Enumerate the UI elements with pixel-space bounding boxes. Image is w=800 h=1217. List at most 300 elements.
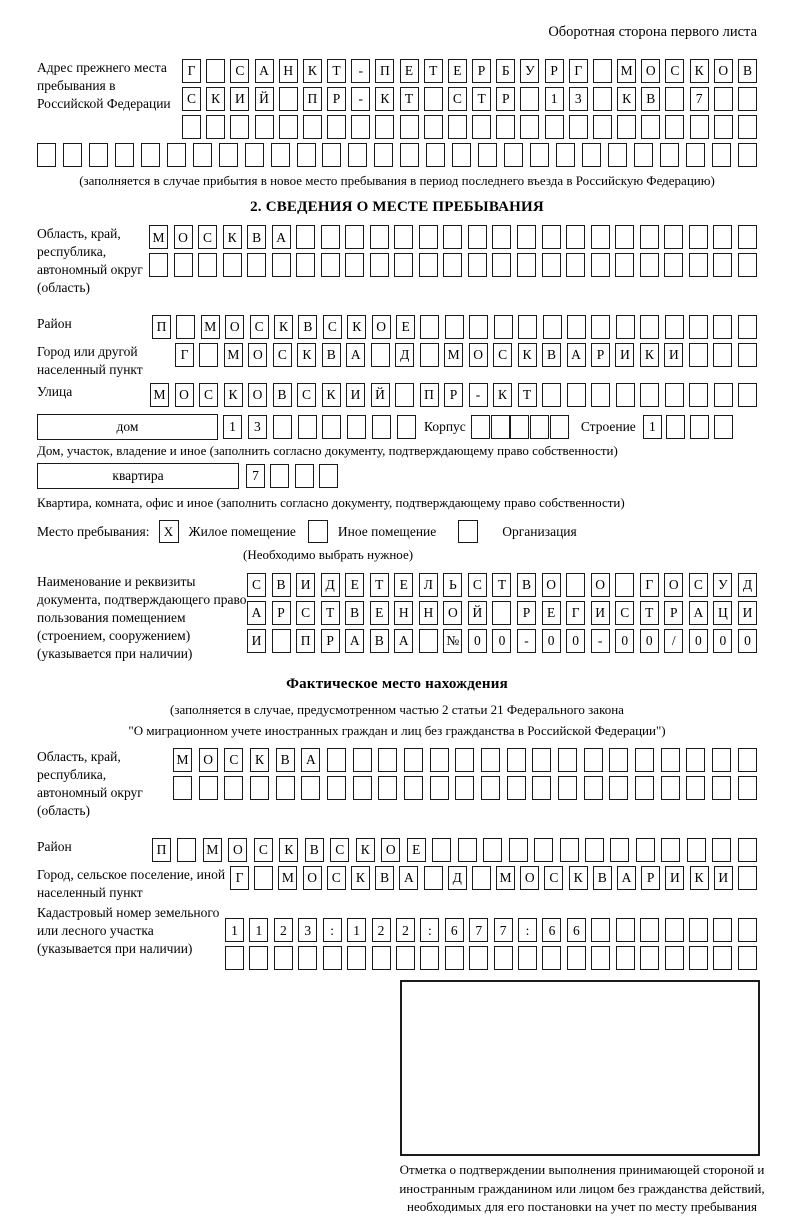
char-box[interactable] [689, 343, 708, 367]
char-box[interactable] [738, 143, 757, 167]
char-box[interactable] [452, 143, 471, 167]
char-box[interactable]: Г [569, 59, 588, 83]
char-box[interactable] [582, 143, 601, 167]
char-box[interactable] [566, 225, 585, 249]
char-box[interactable] [714, 383, 733, 407]
char-box[interactable] [424, 866, 443, 890]
char-box[interactable]: Д [448, 866, 467, 890]
char-box[interactable]: О [381, 838, 400, 862]
char-box[interactable] [542, 253, 561, 277]
char-box[interactable] [492, 601, 511, 625]
char-box[interactable] [230, 115, 249, 139]
char-box[interactable]: С [493, 343, 512, 367]
char-box[interactable]: 2 [372, 918, 391, 942]
char-box[interactable] [738, 115, 757, 139]
char-box[interactable] [471, 415, 490, 439]
char-box[interactable] [426, 143, 445, 167]
char-box[interactable] [419, 629, 438, 653]
char-box[interactable] [687, 838, 706, 862]
char-box[interactable]: В [276, 748, 295, 772]
char-box[interactable] [174, 253, 193, 277]
char-box[interactable] [738, 343, 757, 367]
char-box[interactable]: С [330, 838, 349, 862]
char-box[interactable]: К [690, 866, 709, 890]
char-box[interactable] [530, 415, 549, 439]
char-box[interactable]: С [250, 315, 269, 339]
char-box[interactable]: А [567, 343, 586, 367]
char-box[interactable]: 1 [225, 918, 244, 942]
char-box[interactable]: 0 [689, 629, 708, 653]
char-box[interactable] [303, 115, 322, 139]
char-box[interactable] [532, 776, 551, 800]
char-box[interactable] [738, 748, 757, 772]
char-box[interactable]: А [617, 866, 636, 890]
char-box[interactable] [714, 115, 733, 139]
char-box[interactable]: И [247, 629, 266, 653]
char-box[interactable] [494, 946, 513, 970]
char-box[interactable] [224, 776, 243, 800]
char-box[interactable]: Т [518, 383, 537, 407]
char-box[interactable] [550, 415, 569, 439]
char-box[interactable] [458, 838, 477, 862]
char-box[interactable]: С [230, 59, 249, 83]
char-box[interactable] [424, 87, 443, 111]
char-box[interactable] [713, 253, 732, 277]
char-box[interactable]: К [250, 748, 269, 772]
char-box[interactable] [566, 573, 585, 597]
char-box[interactable]: И [591, 601, 610, 625]
char-box[interactable] [404, 776, 423, 800]
char-box[interactable]: О [225, 315, 244, 339]
char-box[interactable]: / [664, 629, 683, 653]
char-box[interactable]: 0 [492, 629, 511, 653]
char-box[interactable] [448, 115, 467, 139]
char-box[interactable] [566, 253, 585, 277]
char-box[interactable] [591, 946, 610, 970]
char-box[interactable]: Г [640, 573, 659, 597]
char-box[interactable] [610, 838, 629, 862]
char-box[interactable] [206, 59, 225, 83]
char-box[interactable]: В [298, 315, 317, 339]
char-box[interactable]: Г [566, 601, 585, 625]
char-box[interactable] [530, 143, 549, 167]
char-box[interactable]: - [517, 629, 536, 653]
char-box[interactable] [353, 776, 372, 800]
char-box[interactable] [370, 253, 389, 277]
char-box[interactable]: Т [492, 573, 511, 597]
char-box[interactable] [375, 115, 394, 139]
char-box[interactable] [327, 748, 346, 772]
char-box[interactable]: О [372, 315, 391, 339]
char-box[interactable] [616, 315, 635, 339]
char-box[interactable] [660, 143, 679, 167]
char-box[interactable]: Ь [443, 573, 462, 597]
char-box[interactable] [686, 748, 705, 772]
char-box[interactable] [177, 838, 196, 862]
char-box[interactable]: И [665, 866, 684, 890]
char-box[interactable]: 7 [246, 464, 265, 488]
char-box[interactable] [472, 115, 491, 139]
char-box[interactable]: Р [272, 601, 291, 625]
char-box[interactable]: О [248, 383, 267, 407]
char-box[interactable]: Р [664, 601, 683, 625]
char-box[interactable] [713, 225, 732, 249]
char-box[interactable] [665, 946, 684, 970]
char-box[interactable]: Н [394, 601, 413, 625]
char-box[interactable] [37, 143, 56, 167]
char-box[interactable] [455, 776, 474, 800]
char-box[interactable]: 2 [396, 918, 415, 942]
char-box[interactable]: П [303, 87, 322, 111]
char-box[interactable] [247, 253, 266, 277]
char-box[interactable] [534, 838, 553, 862]
char-box[interactable] [713, 315, 732, 339]
char-box[interactable] [616, 918, 635, 942]
char-box[interactable] [507, 776, 526, 800]
char-box[interactable] [689, 315, 708, 339]
char-box[interactable] [351, 115, 370, 139]
char-box[interactable] [585, 838, 604, 862]
char-box[interactable] [271, 143, 290, 167]
char-box[interactable]: О [248, 343, 267, 367]
char-box[interactable] [182, 115, 201, 139]
char-box[interactable] [327, 115, 346, 139]
char-box[interactable] [690, 415, 709, 439]
char-box[interactable] [690, 115, 709, 139]
char-box[interactable] [272, 629, 291, 653]
char-box[interactable] [518, 946, 537, 970]
char-box[interactable] [609, 776, 628, 800]
char-box[interactable] [483, 838, 502, 862]
char-box[interactable]: С [273, 343, 292, 367]
char-box[interactable]: Е [407, 838, 426, 862]
char-box[interactable]: Й [468, 601, 487, 625]
char-box[interactable] [542, 225, 561, 249]
char-box[interactable] [640, 918, 659, 942]
char-box[interactable]: Д [738, 573, 757, 597]
char-box[interactable]: К [690, 59, 709, 83]
char-box[interactable] [567, 946, 586, 970]
char-box[interactable]: А [399, 866, 418, 890]
char-box[interactable]: Р [496, 87, 515, 111]
char-box[interactable]: Б [496, 59, 515, 83]
char-box[interactable]: Е [400, 59, 419, 83]
char-box[interactable]: О [714, 59, 733, 83]
char-box[interactable]: Д [321, 573, 340, 597]
char-box[interactable] [686, 776, 705, 800]
char-box[interactable]: К [224, 383, 243, 407]
char-box[interactable] [713, 946, 732, 970]
char-box[interactable]: М [173, 748, 192, 772]
checkbox-zhiloe[interactable]: X [159, 520, 179, 543]
char-box[interactable] [279, 115, 298, 139]
char-box[interactable]: : [323, 918, 342, 942]
char-box[interactable]: 6 [542, 918, 561, 942]
char-box[interactable] [176, 315, 195, 339]
char-box[interactable]: Р [545, 59, 564, 83]
char-box[interactable] [665, 115, 684, 139]
char-box[interactable] [419, 253, 438, 277]
kvartira-field-box[interactable]: квартира [37, 463, 239, 489]
char-box[interactable] [481, 748, 500, 772]
char-box[interactable] [468, 225, 487, 249]
char-box[interactable] [556, 143, 575, 167]
char-box[interactable] [738, 225, 757, 249]
char-box[interactable]: В [542, 343, 561, 367]
char-box[interactable]: К [347, 315, 366, 339]
char-box[interactable]: А [247, 601, 266, 625]
char-box[interactable] [424, 115, 443, 139]
char-box[interactable] [738, 866, 757, 890]
char-box[interactable]: И [714, 866, 733, 890]
char-box[interactable] [616, 946, 635, 970]
char-box[interactable]: К [493, 383, 512, 407]
char-box[interactable] [492, 253, 511, 277]
char-box[interactable]: 2 [274, 918, 293, 942]
char-box[interactable]: 0 [615, 629, 634, 653]
char-box[interactable] [206, 115, 225, 139]
char-box[interactable]: М [617, 59, 636, 83]
char-box[interactable]: 7 [494, 918, 513, 942]
char-box[interactable]: - [591, 629, 610, 653]
char-box[interactable] [738, 776, 757, 800]
char-box[interactable] [469, 946, 488, 970]
char-box[interactable]: Т [640, 601, 659, 625]
char-box[interactable]: О [443, 601, 462, 625]
char-box[interactable] [640, 383, 659, 407]
char-box[interactable]: С [468, 573, 487, 597]
char-box[interactable] [468, 253, 487, 277]
char-box[interactable] [661, 838, 680, 862]
char-box[interactable] [542, 946, 561, 970]
char-box[interactable]: К [375, 87, 394, 111]
char-box[interactable] [219, 143, 238, 167]
char-box[interactable]: Й [255, 87, 274, 111]
char-box[interactable] [665, 918, 684, 942]
char-box[interactable]: И [296, 573, 315, 597]
char-box[interactable] [492, 225, 511, 249]
char-box[interactable] [593, 87, 612, 111]
char-box[interactable] [616, 383, 635, 407]
char-box[interactable] [445, 315, 464, 339]
char-box[interactable]: С [544, 866, 563, 890]
char-box[interactable]: Е [542, 601, 561, 625]
char-box[interactable] [591, 315, 610, 339]
char-box[interactable]: И [615, 343, 634, 367]
char-box[interactable]: У [713, 573, 732, 597]
char-box[interactable] [666, 415, 685, 439]
char-box[interactable] [608, 143, 627, 167]
char-box[interactable]: В [593, 866, 612, 890]
char-box[interactable]: В [345, 601, 364, 625]
char-box[interactable] [712, 838, 731, 862]
char-box[interactable] [584, 776, 603, 800]
char-box[interactable] [193, 143, 212, 167]
char-box[interactable] [520, 115, 539, 139]
char-box[interactable]: В [370, 629, 389, 653]
char-box[interactable]: - [351, 59, 370, 83]
char-box[interactable]: В [322, 343, 341, 367]
char-box[interactable] [640, 225, 659, 249]
char-box[interactable] [430, 776, 449, 800]
char-box[interactable]: 0 [640, 629, 659, 653]
char-box[interactable] [617, 115, 636, 139]
char-box[interactable] [223, 253, 242, 277]
char-box[interactable] [225, 946, 244, 970]
char-box[interactable]: Р [472, 59, 491, 83]
char-box[interactable] [560, 838, 579, 862]
char-box[interactable] [689, 225, 708, 249]
char-box[interactable] [443, 253, 462, 277]
char-box[interactable]: 7 [690, 87, 709, 111]
char-box[interactable]: О [520, 866, 539, 890]
char-box[interactable]: М [496, 866, 515, 890]
char-box[interactable]: С [323, 315, 342, 339]
char-box[interactable] [296, 253, 315, 277]
char-box[interactable] [712, 748, 731, 772]
char-box[interactable]: А [272, 225, 291, 249]
char-box[interactable]: С [327, 866, 346, 890]
char-box[interactable] [714, 415, 733, 439]
char-box[interactable]: А [255, 59, 274, 83]
char-box[interactable]: Г [182, 59, 201, 83]
char-box[interactable]: С [254, 838, 273, 862]
char-box[interactable] [504, 143, 523, 167]
char-box[interactable] [591, 225, 610, 249]
char-box[interactable]: И [664, 343, 683, 367]
char-box[interactable]: Р [517, 601, 536, 625]
char-box[interactable]: 3 [248, 415, 267, 439]
char-box[interactable]: О [664, 573, 683, 597]
char-box[interactable]: К [569, 866, 588, 890]
checkbox-org[interactable] [458, 520, 478, 543]
char-box[interactable] [689, 918, 708, 942]
char-box[interactable] [319, 464, 338, 488]
char-box[interactable]: Й [371, 383, 390, 407]
char-box[interactable]: П [420, 383, 439, 407]
char-box[interactable]: Н [419, 601, 438, 625]
char-box[interactable] [173, 776, 192, 800]
char-box[interactable]: 1 [249, 918, 268, 942]
char-box[interactable] [321, 225, 340, 249]
char-box[interactable] [321, 253, 340, 277]
char-box[interactable]: П [296, 629, 315, 653]
char-box[interactable] [545, 115, 564, 139]
char-box[interactable] [301, 776, 320, 800]
char-box[interactable] [558, 748, 577, 772]
char-box[interactable]: Р [327, 87, 346, 111]
char-box[interactable] [481, 776, 500, 800]
char-box[interactable] [394, 225, 413, 249]
char-box[interactable]: П [375, 59, 394, 83]
char-box[interactable]: Н [279, 59, 298, 83]
char-box[interactable]: О [199, 748, 218, 772]
char-box[interactable] [378, 748, 397, 772]
char-box[interactable] [327, 776, 346, 800]
char-box[interactable] [394, 253, 413, 277]
char-box[interactable]: Т [327, 59, 346, 83]
char-box[interactable] [738, 838, 757, 862]
char-box[interactable]: М [150, 383, 169, 407]
char-box[interactable]: И [230, 87, 249, 111]
char-box[interactable]: - [351, 87, 370, 111]
char-box[interactable]: О [591, 573, 610, 597]
char-box[interactable] [543, 315, 562, 339]
char-box[interactable] [532, 748, 551, 772]
char-box[interactable] [371, 343, 390, 367]
char-box[interactable] [272, 253, 291, 277]
char-box[interactable]: С [247, 573, 266, 597]
char-box[interactable]: Р [444, 383, 463, 407]
char-box[interactable] [298, 415, 317, 439]
char-box[interactable]: А [301, 748, 320, 772]
char-box[interactable]: М [203, 838, 222, 862]
char-box[interactable] [472, 866, 491, 890]
char-box[interactable] [400, 115, 419, 139]
char-box[interactable]: В [273, 383, 292, 407]
char-box[interactable] [469, 315, 488, 339]
char-box[interactable]: К [356, 838, 375, 862]
char-box[interactable] [372, 946, 391, 970]
char-box[interactable] [443, 225, 462, 249]
char-box[interactable] [404, 748, 423, 772]
char-box[interactable] [714, 87, 733, 111]
char-box[interactable]: К [640, 343, 659, 367]
char-box[interactable]: С [689, 573, 708, 597]
char-box[interactable] [509, 838, 528, 862]
char-box[interactable]: С [296, 601, 315, 625]
char-box[interactable] [520, 87, 539, 111]
char-box[interactable] [738, 383, 757, 407]
char-box[interactable] [689, 383, 708, 407]
char-box[interactable] [345, 253, 364, 277]
char-box[interactable]: 1 [643, 415, 662, 439]
char-box[interactable] [491, 415, 510, 439]
char-box[interactable] [445, 946, 464, 970]
char-box[interactable]: С [297, 383, 316, 407]
char-box[interactable]: В [272, 573, 291, 597]
char-box[interactable] [712, 776, 731, 800]
char-box[interactable] [615, 225, 634, 249]
char-box[interactable] [63, 143, 82, 167]
char-box[interactable] [567, 315, 586, 339]
char-box[interactable]: Е [370, 601, 389, 625]
char-box[interactable]: Г [175, 343, 194, 367]
char-box[interactable] [567, 383, 586, 407]
char-box[interactable] [593, 115, 612, 139]
char-box[interactable] [738, 315, 757, 339]
char-box[interactable] [634, 143, 653, 167]
char-box[interactable] [615, 253, 634, 277]
char-box[interactable]: О [641, 59, 660, 83]
char-box[interactable] [661, 776, 680, 800]
char-box[interactable]: К [322, 383, 341, 407]
char-box[interactable] [507, 748, 526, 772]
char-box[interactable]: С [199, 383, 218, 407]
char-box[interactable] [591, 383, 610, 407]
char-box[interactable]: Т [472, 87, 491, 111]
char-box[interactable] [478, 143, 497, 167]
char-box[interactable] [591, 918, 610, 942]
char-box[interactable]: - [469, 383, 488, 407]
char-box[interactable] [322, 415, 341, 439]
char-box[interactable]: Т [424, 59, 443, 83]
char-box[interactable] [115, 143, 134, 167]
char-box[interactable] [255, 115, 274, 139]
char-box[interactable]: М [444, 343, 463, 367]
char-box[interactable] [295, 464, 314, 488]
char-box[interactable] [378, 776, 397, 800]
